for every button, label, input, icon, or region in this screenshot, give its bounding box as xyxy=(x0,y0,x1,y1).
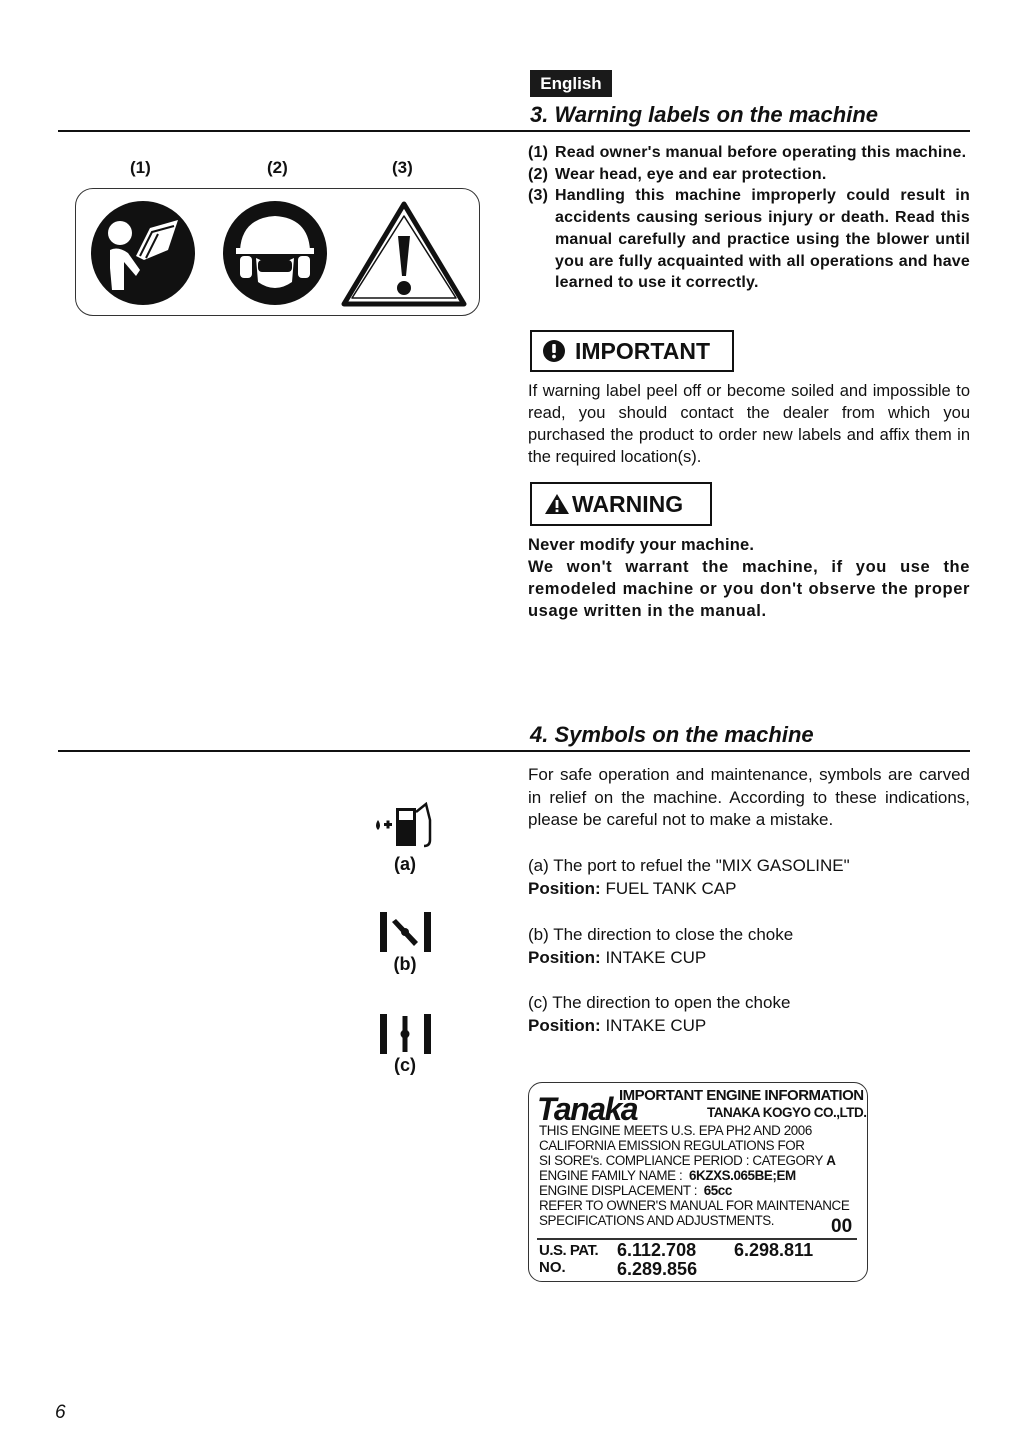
engine-label-line: THIS ENGINE MEETS U.S. EPA PH2 AND 2006 xyxy=(539,1123,812,1138)
engine-label-line: REFER TO OWNER'S MANUAL FOR MAINTENANCE xyxy=(539,1198,850,1213)
engine-label-line-text: SI SORE's. COMPLIANCE PERIOD : CATEGORY xyxy=(539,1153,823,1168)
exclamation-circle-icon xyxy=(542,339,566,363)
list-item xyxy=(528,164,970,186)
section-3-rule xyxy=(58,130,970,132)
symbol-b-position: INTAKE CUP xyxy=(605,947,707,967)
section-4-title: 4. Symbols on the machine xyxy=(530,722,814,747)
position-label: Position: xyxy=(528,878,601,898)
list-item-number: (2) xyxy=(528,165,549,183)
engine-label-code: 00 xyxy=(831,1216,853,1237)
list-item-text: Handling this machine improperly could result in accidents causing serious injury or death. Read this manual carefully and practice using the blower until you are fully acquainted with all operations and have learned to use it correctly. xyxy=(555,187,970,292)
list-item-text: Read owner's manual before operating this machine. xyxy=(555,144,967,161)
symbol-b-text: (b) The direction to close the choke xyxy=(528,925,794,944)
caution-triangle-icon xyxy=(340,200,468,308)
symbol-c-text: (c) The direction to open the choke xyxy=(528,993,791,1012)
patent-number-1: 6.112.708 xyxy=(617,1240,697,1260)
patent-number-2: 6.298.811 xyxy=(734,1240,814,1260)
read-manual-icon xyxy=(88,198,198,308)
important-text: If warning label peel off or become soiled and impossible to read, you should contact the dealer from which you purchased the product to order new labels and affix them in the required location(s). xyxy=(528,382,970,466)
warning-line-1: Never modify your machine. xyxy=(528,536,755,554)
patent-label-2: NO. xyxy=(539,1259,566,1276)
label-number-3: (3) xyxy=(392,158,413,177)
engine-family-name: 6KZXS.065BE;EM xyxy=(688,1168,796,1183)
label-number-2: (2) xyxy=(267,158,288,177)
engine-label-line xyxy=(539,1168,796,1183)
fuel-pump-icon xyxy=(372,802,440,852)
symbol-a-text: (a) The port to refuel the "MIX GASOLINE" xyxy=(528,856,850,875)
choke-open-icon xyxy=(378,1012,434,1056)
important-notice-box xyxy=(530,330,734,372)
engine-label-line-text: ENGINE FAMILY NAME : xyxy=(539,1168,683,1183)
engine-label-line xyxy=(539,1153,835,1168)
symbol-b-description xyxy=(528,924,970,969)
engine-label-line-text: ENGINE DISPLACEMENT : xyxy=(539,1183,698,1198)
engine-label-line: SPECIFICATIONS AND ADJUSTMENTS. xyxy=(539,1213,775,1228)
symbol-a-description xyxy=(528,855,970,900)
section-4-intro: For safe operation and maintenance, symbols are carved in relief on the machine. According to these indications, please be careful not to make a mistake. xyxy=(528,765,970,829)
engine-label-line xyxy=(539,1183,732,1198)
list-item xyxy=(528,185,970,294)
engine-category: A xyxy=(826,1153,836,1168)
list-item-number: (3) xyxy=(528,187,549,205)
symbol-letter-a: (a) xyxy=(394,854,416,874)
engine-displacement: 65cc xyxy=(703,1183,732,1198)
engine-information-label xyxy=(528,1082,868,1282)
symbol-letter-b: (b) xyxy=(393,954,417,974)
warning-notice-box xyxy=(530,482,712,526)
engine-label-heading: IMPORTANT ENGINE INFORMATION xyxy=(619,1087,864,1104)
warning-line-2: We won't warrant the machine, if you use the remodeled machine or you don't observe the proper usage written in the manual. xyxy=(528,558,970,620)
section-3-title: 3. Warning labels on the machine xyxy=(530,102,879,127)
warning-triangle-icon xyxy=(544,493,570,515)
position-label: Position: xyxy=(528,947,601,967)
symbol-a-position: FUEL TANK CAP xyxy=(605,878,737,898)
label-number-1: (1) xyxy=(130,158,151,177)
list-item-number: (1) xyxy=(528,144,549,161)
patent-label-1: U.S. PAT. xyxy=(539,1242,599,1259)
section-4-rule xyxy=(58,750,970,752)
engine-label-line: CALIFORNIA EMISSION REGULATIONS FOR xyxy=(539,1138,805,1153)
list-item-text: Wear head, eye and ear protection. xyxy=(555,165,827,183)
language-badge: English xyxy=(530,70,612,97)
warning-label-list xyxy=(528,142,970,294)
tanaka-logo: Tanaka xyxy=(537,1091,638,1127)
engine-label-company: TANAKA KOGYO CO.,LTD. xyxy=(707,1105,867,1120)
symbol-letter-c: (c) xyxy=(394,1055,416,1075)
page-number: 6 xyxy=(55,1402,66,1423)
warning-label: WARNING xyxy=(572,490,684,517)
patent-number-3: 6.289.856 xyxy=(617,1259,698,1279)
symbol-c-position: INTAKE CUP xyxy=(605,1015,707,1035)
important-label: IMPORTANT xyxy=(575,337,711,364)
choke-close-icon xyxy=(378,910,434,954)
head-protection-icon xyxy=(220,198,330,308)
position-label: Position: xyxy=(528,1015,601,1035)
symbol-c-description xyxy=(528,992,970,1037)
list-item xyxy=(528,142,970,164)
